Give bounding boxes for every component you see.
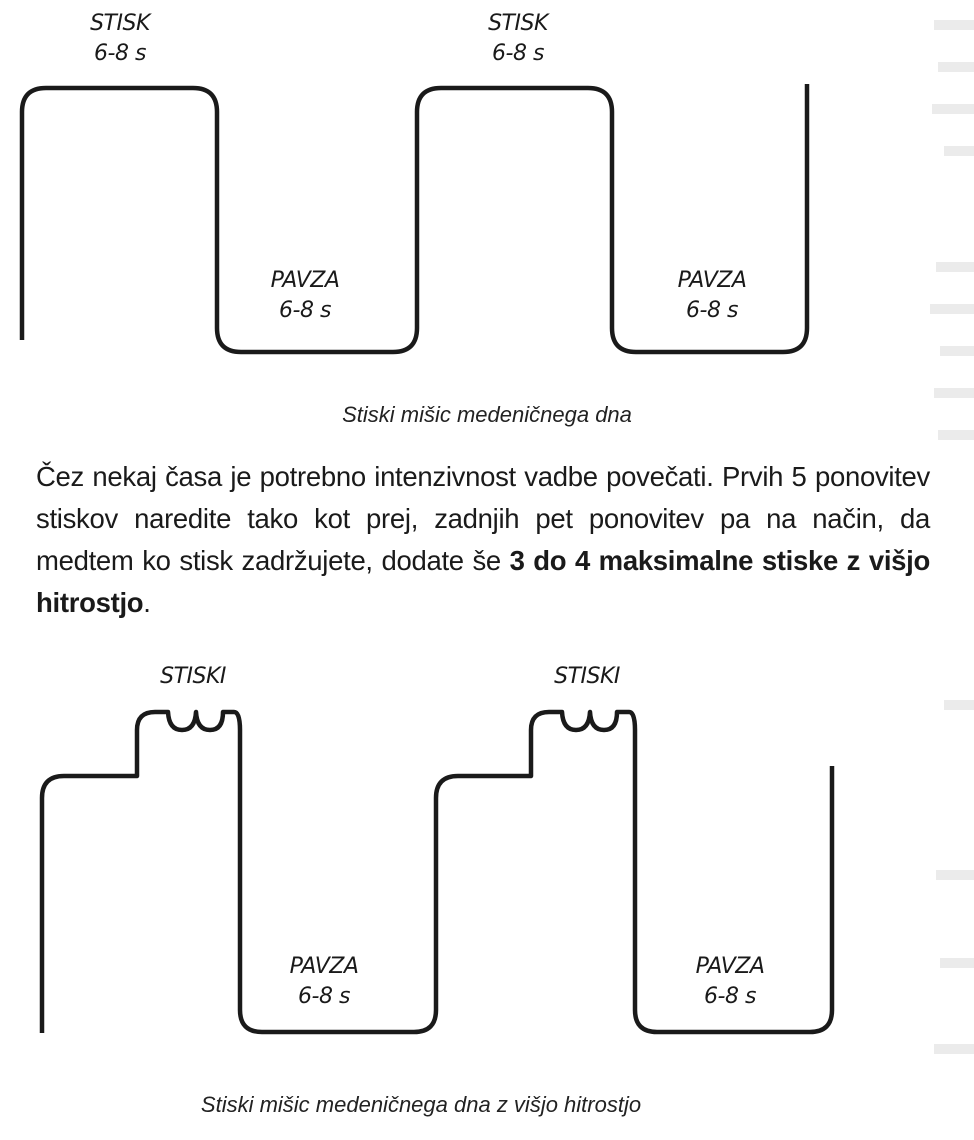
pause-label-1-duration: 6-8 s	[279, 298, 331, 323]
body-paragraph	[36, 456, 930, 624]
caption-diagram-1: Stiski mišic medeničnega dna	[342, 402, 632, 427]
press-label-2	[468, 9, 568, 69]
pause-label-1	[255, 266, 355, 326]
pause-label-2-title: PAVZA	[677, 268, 747, 293]
pause-label-2-duration: 6-8 s	[686, 298, 738, 323]
press-label-2-title: STISK	[488, 11, 548, 36]
press-label-4-title: STISKI	[554, 664, 620, 689]
press-label-1	[70, 9, 170, 69]
diagram-simple-contractions	[0, 0, 974, 440]
press-label-2-duration: 6-8 s	[492, 41, 544, 66]
press-label-3-title: STISKI	[160, 664, 226, 689]
pause-label-1-title: PAVZA	[270, 268, 340, 293]
pause-label-3	[274, 952, 374, 1012]
press-label-1-title: STISK	[90, 11, 150, 36]
body-end: .	[143, 587, 151, 618]
press-label-4	[537, 662, 637, 692]
diagram-fast-contractions	[0, 640, 974, 1060]
pause-label-3-title: PAVZA	[289, 954, 359, 979]
pause-label-2	[662, 266, 762, 326]
pause-label-4-title: PAVZA	[695, 954, 765, 979]
pause-label-4	[680, 952, 780, 1012]
body-emphasis: 3 do 4 maksimalne stiske z višjo hitrostjo	[36, 545, 930, 618]
fast-contraction-wave-line	[0, 640, 974, 1060]
caption-diagram-2: Stiski mišic medeničnega dna z višjo hitrostjo	[200, 1092, 642, 1117]
press-label-3	[143, 662, 243, 692]
press-label-1-duration: 6-8 s	[94, 41, 146, 66]
body-intro: Čez nekaj časa je potrebno intenzivnost vadbe povečati. Prvih 5 ponovitev stiskov naredite tako kot prej, zadnjih pet ponovitev pa na način, da medtem ko stisk zadržujete, dodate še	[36, 461, 930, 576]
pause-label-3-duration: 6-8 s	[298, 984, 350, 1009]
pause-label-4-duration: 6-8 s	[704, 984, 756, 1009]
